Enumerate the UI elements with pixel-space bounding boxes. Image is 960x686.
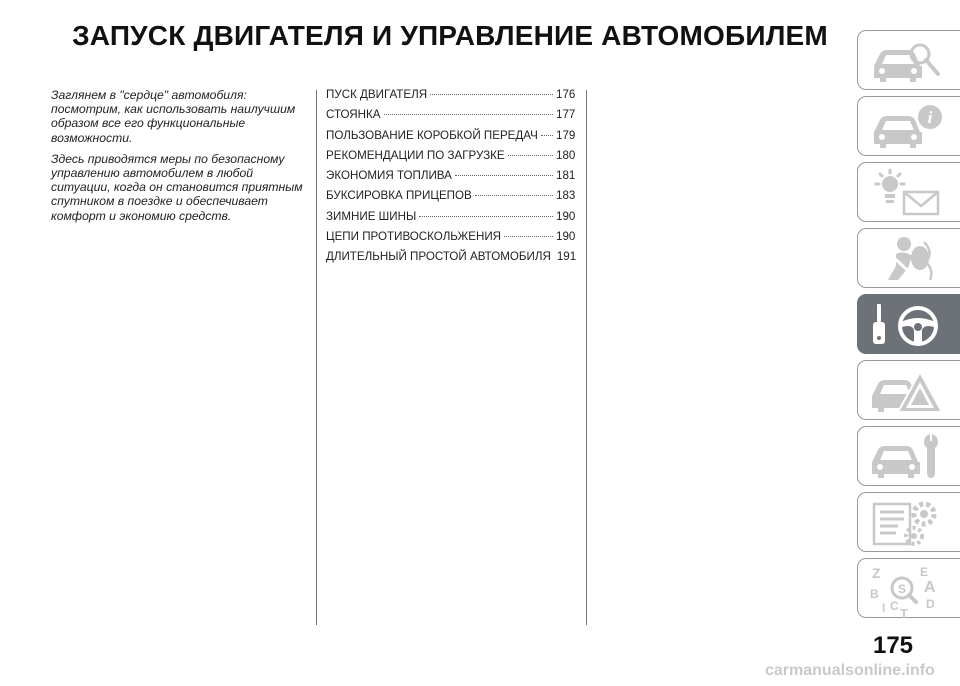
tab-car-info[interactable]: [857, 96, 960, 156]
svg-text:C: C: [890, 599, 899, 613]
svg-text:B: B: [870, 587, 879, 601]
toc-leader-dots: [541, 135, 553, 136]
toc-entry[interactable]: [326, 88, 574, 108]
column-divider: [316, 90, 317, 625]
alphabetical-index-icon: [868, 564, 948, 620]
toc-entry-page: 190: [556, 209, 576, 223]
toc-leader-dots: [384, 114, 553, 115]
tab-safety[interactable]: [857, 228, 960, 288]
svg-text:i: i: [927, 108, 933, 127]
tab-maintenance[interactable]: [857, 426, 960, 486]
svg-text:T: T: [900, 606, 908, 620]
toc-leader-dots: [508, 155, 553, 156]
toc-entry-label: ДЛИТЕЛЬНЫЙ ПРОСТОЙ АВТОМОБИЛЯ: [326, 250, 551, 264]
car-search-icon: [868, 36, 948, 86]
page-title: ЗАПУСК ДВИГАТЕЛЯ И УПРАВЛЕНИЕ АВТОМОБИЛЕМ: [72, 20, 828, 51]
toc-entry-page: 183: [556, 189, 576, 203]
toc-leader-dots: [475, 195, 553, 196]
key-steering-wheel-icon: [868, 300, 948, 350]
toc-entry-page: 191: [556, 250, 577, 264]
airbag-safety-icon: [868, 234, 948, 284]
toc-leader-dots: [504, 236, 553, 237]
toc-entry[interactable]: [326, 189, 574, 209]
svg-text:S: S: [898, 582, 907, 596]
specifications-gear-icon: [868, 498, 948, 548]
toc-entry-label: БУКСИРОВКА ПРИЦЕПОВ: [326, 189, 472, 203]
tab-warning-lights[interactable]: [857, 162, 960, 222]
intro-paragraph: Заглянем в "сердце" автомобиля: посмотрим, как использовать наилучшим образом все его функциональные возможности.: [51, 88, 296, 145]
column-divider: [586, 90, 587, 625]
toc-leader-dots: [419, 216, 553, 217]
toc-entry-label: СТОЯНКА: [326, 108, 381, 122]
tab-starting-driving[interactable]: [857, 294, 960, 354]
toc-entry[interactable]: [326, 210, 574, 230]
tab-index[interactable]: [857, 558, 960, 618]
svg-text:E: E: [920, 565, 929, 579]
toc-entry[interactable]: [326, 149, 574, 169]
car-info-icon: [868, 102, 948, 152]
svg-text:A: A: [924, 579, 936, 596]
toc-entry[interactable]: [326, 169, 574, 189]
warning-light-message-icon: [868, 168, 948, 218]
intro-paragraph: Здесь приводятся меры по безопасному управлению автомобилем в любой ситуации, когда он становится приятным спутником в поездке и обеспечивает комфорт и экономию средств.: [51, 151, 303, 223]
svg-text:I: I: [882, 601, 886, 615]
car-service-wrench-icon: [868, 432, 948, 482]
intro-text: [51, 88, 307, 230]
toc-entry-label: ЗИМНИЕ ШИНЫ: [326, 209, 417, 223]
toc-entry[interactable]: [326, 129, 574, 149]
toc-entry-label: РЕКОМЕНДАЦИИ ПО ЗАГРУЗКЕ: [326, 148, 505, 162]
toc-entry-page: 179: [556, 128, 576, 142]
watermark: carmanualsonline.info: [765, 662, 935, 679]
toc-entry-page: 190: [556, 230, 576, 244]
toc-entry[interactable]: [326, 250, 577, 270]
toc-entry-page: 180: [556, 148, 576, 162]
toc-leader-dots: [430, 94, 553, 95]
svg-text:Z: Z: [872, 565, 881, 581]
tab-emergency[interactable]: [857, 360, 960, 420]
table-of-contents: [326, 88, 577, 271]
tab-specifications[interactable]: [857, 492, 960, 552]
toc-entry-page: 176: [556, 88, 576, 101]
toc-entry-label: ЦЕПИ ПРОТИВОСКОЛЬЖЕНИЯ: [326, 230, 502, 244]
tab-car-search[interactable]: [857, 30, 960, 90]
toc-leader-dots: [455, 175, 553, 176]
toc-entry-label: ПУСК ДВИГАТЕЛЯ: [326, 88, 428, 101]
toc-entry-page: 181: [556, 169, 576, 183]
toc-entry[interactable]: [326, 108, 574, 128]
toc-entry-label: ЭКОНОМИЯ ТОПЛИВА: [326, 169, 452, 183]
toc-entry-page: 177: [556, 108, 576, 122]
toc-entry-label: ПОЛЬЗОВАНИЕ КОРОБКОЙ ПЕРЕДАЧ: [326, 128, 538, 142]
svg-text:D: D: [926, 597, 935, 611]
toc-entry[interactable]: [326, 230, 574, 250]
page-number: 175: [872, 632, 914, 659]
car-warning-triangle-icon: [868, 366, 948, 416]
